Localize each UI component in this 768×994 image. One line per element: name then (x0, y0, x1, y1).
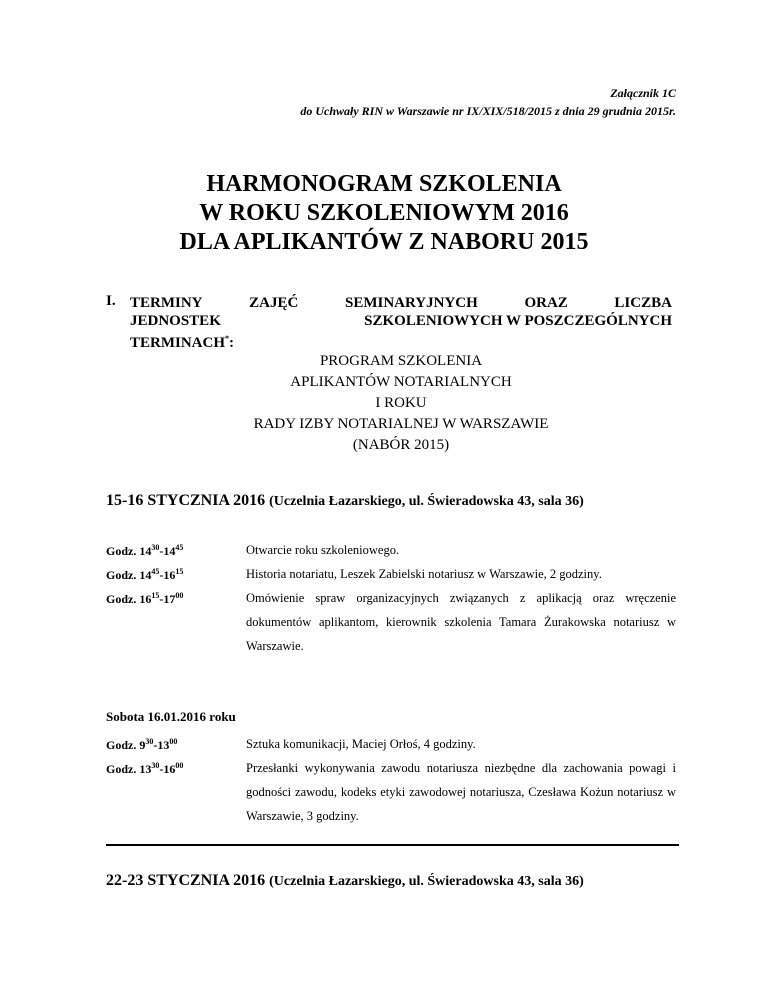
section-word: JEDNOSTEK (130, 313, 221, 329)
schedule-description: Sztuka komunikacji, Maciej Orłoś, 4 godziny. (246, 737, 476, 751)
page-title-line-3: DLA APLIKANTÓW Z NABORU 2015 (179, 229, 589, 255)
section-word: SZKOLENIOWYCH W POSZCZEGÓLNYCH (364, 313, 672, 329)
page-title-line-1: HARMONOGRAM SZKOLENIA (206, 171, 562, 197)
program-line-2: APLIKANTÓW NOTARIALNYCH (290, 374, 512, 390)
program-line-4: RADY IZBY NOTARIALNEJ W WARSZAWIE (253, 416, 549, 432)
day-date: 15-16 STYCZNIA 2016 (106, 492, 266, 509)
section-heading (130, 294, 672, 352)
time-slot: Godz. $9^{30}-13^{00}$ (106, 737, 178, 752)
section-heading-line-1 (130, 294, 672, 312)
section-colon: : (229, 335, 235, 351)
day-place: (Uczelnia Łazarskiego, ul. Świeradowska 43, sala 36) (269, 494, 584, 509)
day-place: (Uczelnia Łazarskiego, ul. Świeradowska 43, sala 36) (269, 874, 584, 889)
program-line-5: (NABÓR 2015) (352, 437, 450, 453)
section-heading-line-3 (130, 330, 672, 352)
schedule-description: Otwarcie roku szkoleniowego. (246, 543, 400, 557)
time-slot: Godz. $14^{30}-14^{45}$ (106, 543, 184, 558)
section-word: TERMINACH (130, 335, 226, 351)
section-word: TERMINY (130, 295, 203, 311)
saturday-heading: Sobota 16.01.2016 roku (106, 709, 236, 724)
schedule-description: Przesłanki wykonywania zawodu notariusza niezbędne dla zachowania powagi i godności zawodu, kodeks etyki zawodowej notariusza, Czesława Kożun notariusz w Warszawie, 3 godziny. (246, 761, 676, 823)
section-number: I. (106, 293, 116, 309)
time-slot: Godz. $14^{45}-16^{15}$ (106, 567, 184, 582)
attachment-label: Załącznik 1C (610, 86, 676, 100)
section-word: ZAJĘĆ (249, 295, 299, 311)
day-heading (106, 492, 584, 510)
attachment-resolution: do Uchwały RIN w Warszawie nr IX/XIX/518/2015 z dnia 29 grudnia 2015r. (300, 104, 676, 118)
day-date: 22-23 STYCZNIA 2016 (106, 872, 266, 889)
section-divider (106, 844, 679, 846)
day-heading (106, 872, 584, 890)
section-word: SEMINARYJNYCH (344, 295, 478, 311)
schedule-description: Historia notariatu, Leszek Zabielski notariusz w Warszawie, 2 godziny. (246, 567, 602, 581)
section-heading-line-2 (130, 312, 672, 330)
time-slot: Godz. $13^{30}-16^{00}$ (106, 761, 184, 776)
program-line-1: PROGRAM SZKOLENIA (319, 353, 483, 369)
schedule-description: Omówienie spraw organizacyjnych związanych z aplikacją oraz wręczenie dokumentów aplikantom, kierownik szkolenia Tamara Żurakowska notariusz w Warszawie. (246, 591, 676, 653)
section-word: LICZBA (614, 295, 672, 311)
page-title-line-2: W ROKU SZKOLENIOWYM 2016 (199, 200, 569, 226)
program-line-3: I ROKU (375, 395, 427, 411)
section-word: ORAZ (524, 295, 568, 311)
footnote-mark: * (225, 334, 230, 343)
time-slot: Godz. $16^{15}-17^{00}$ (106, 591, 184, 606)
